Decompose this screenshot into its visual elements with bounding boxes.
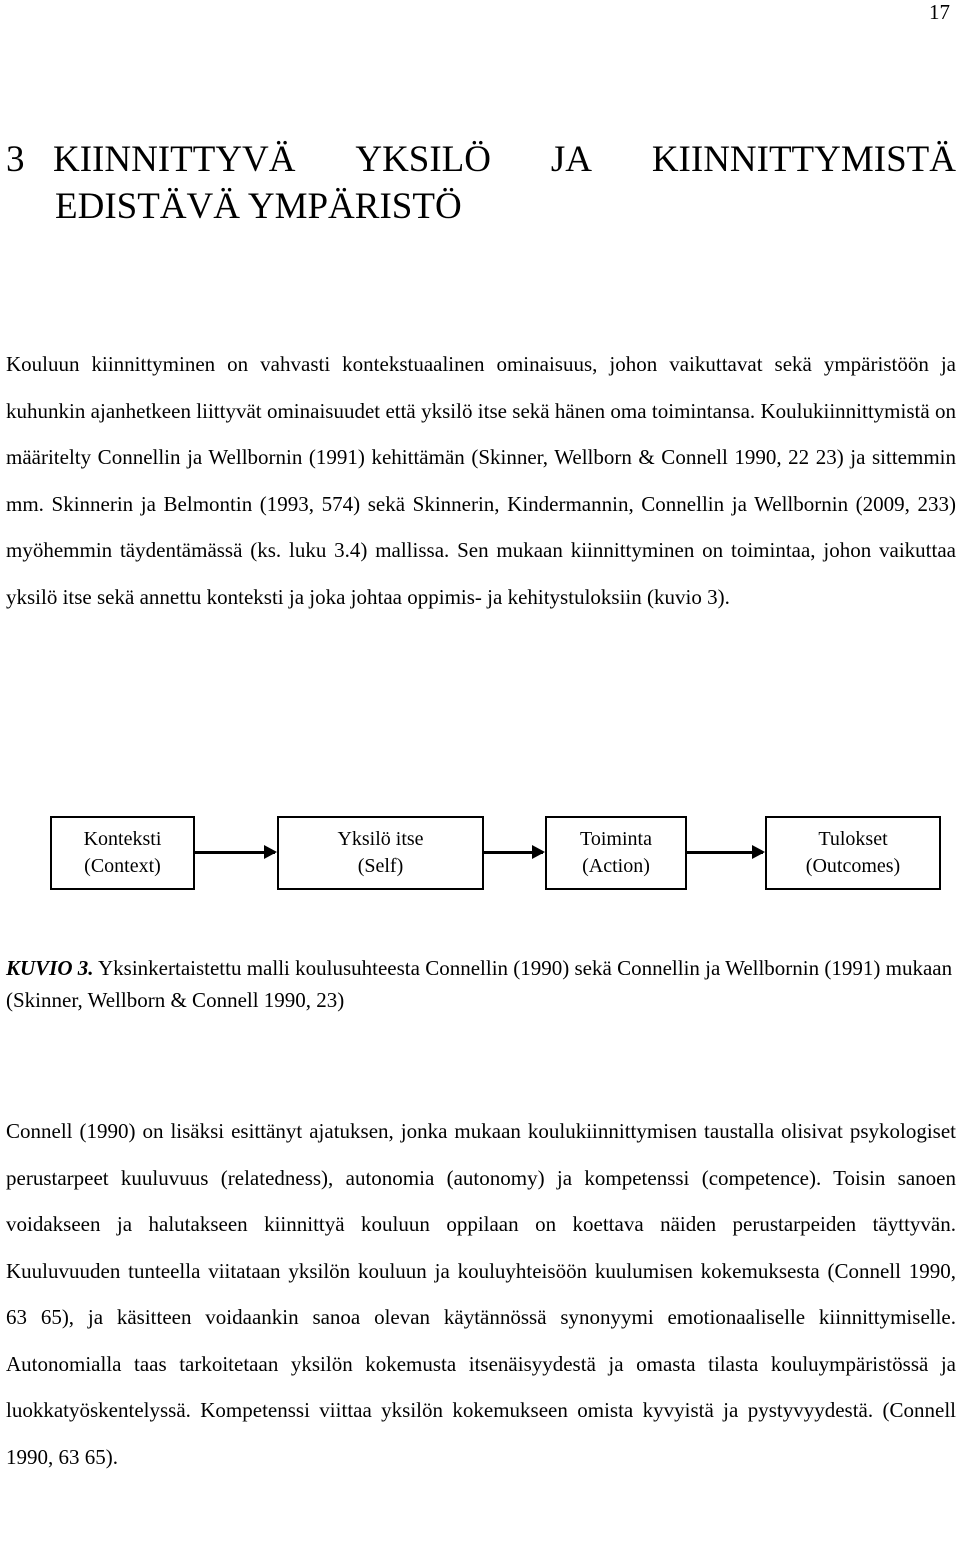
page-number: 17 [929, 0, 950, 24]
figure-caption [6, 952, 956, 1016]
box-sublabel: (Self) [357, 855, 404, 877]
box-label: Konteksti [83, 828, 162, 850]
box-label: Yksilö itse [337, 828, 424, 850]
box-sublabel: (Context) [84, 855, 161, 877]
body-paragraph-1: Kouluun kiinnittyminen on vahvasti kontekstuaalinen ominaisuus, johon vaikuttavat sekä ympäristöön ja kuhunkin ajanhetkeen liittyvät ominaisuudet että yksilö itse sekä hänen oma toimintansa. Koulukiinnittymistä on määritelty Connellin ja Wellbornin (1991) kehittämän (Skinner, Wellborn & Connell 1990, 22 23) ja sittemmin mm. Skinnerin ja Belmontin (1993, 574) sekä Skinnerin, Kindermannin, Connellin ja Wellbornin (2009, 233) myöhemmin täydentämässä (ks. luku 3.4) mallissa. Sen mukaan kiinnittyminen on toimintaa, johon vaikuttaa yksilö itse sekä annettu konteksti ja joka johtaa oppimis- ja kehitystuloksiin (kuvio 3). [6, 352, 956, 609]
box-label: Tulokset [818, 828, 888, 850]
chapter-title-word: JA [550, 139, 592, 180]
chapter-title-first [6, 136, 296, 183]
caption-text: Yksinkertaistettu malli koulusuhteesta Connellin (1990) sekä Connellin ja Wellbornin (1991) mukaan (Skinner, Wellborn & Connell 1990, 23) [6, 956, 953, 1012]
chapter-title-line2: EDISTÄVÄ YMPÄRISTÖ [55, 186, 462, 227]
diagram-box-context [50, 816, 195, 890]
diagram-box-outcomes [765, 816, 941, 890]
arrow-right-icon [687, 851, 763, 854]
caption-label: KUVIO 3. [6, 956, 94, 980]
box-sublabel: (Action) [582, 855, 650, 877]
figure-flow-diagram [0, 816, 960, 896]
diagram-box-self [277, 816, 484, 890]
chapter-title-word: KIINNITTYVÄ [53, 139, 296, 180]
chapter-title [6, 136, 956, 230]
body-paragraph-2: Connell (1990) on lisäksi esittänyt ajatuksen, jonka mukaan koulukiinnittymisen taustalla olisivat psykologiset perustarpeet kuuluvuus (relatedness), autonomia (autonomy) ja kompetenssi (competence). Toisin sanoen voidakseen ja halutakseen kiinnittyä kouluun oppilaan on koettava näiden perustarpeiden täyttyvän. Kuuluvuuden tunteella viitataan yksilön kouluun ja kouluyhteisöön kuulumisen kokemuksesta (Connell 1990, 63 65), ja käsitteen voidaankin sanoa olevan käytännössä synonyymi emotionaaliselle kiinnittymiselle. Autonomialla taas tarkoitetaan yksilön kokemusta itsenäisyydestä ja omasta tilasta kouluympäristössä ja luokkatyöskentelyssä. Kompetenssi viittaa yksilön kokemukseen omista kyvyistä ja pystyvyydestä. (Connell 1990, 63 65). [6, 1119, 956, 1469]
box-label: Toiminta [580, 828, 652, 850]
chapter-title-line1 [6, 136, 956, 183]
chapter-number: 3 [6, 139, 25, 180]
chapter-title-word: KIINNITTYMISTÄ [651, 139, 956, 180]
box-sublabel: (Outcomes) [805, 855, 901, 877]
diagram-box-action [545, 816, 687, 890]
chapter-title-word: YKSILÖ [355, 139, 492, 180]
arrow-right-icon [484, 851, 543, 854]
arrow-right-icon [195, 851, 275, 854]
